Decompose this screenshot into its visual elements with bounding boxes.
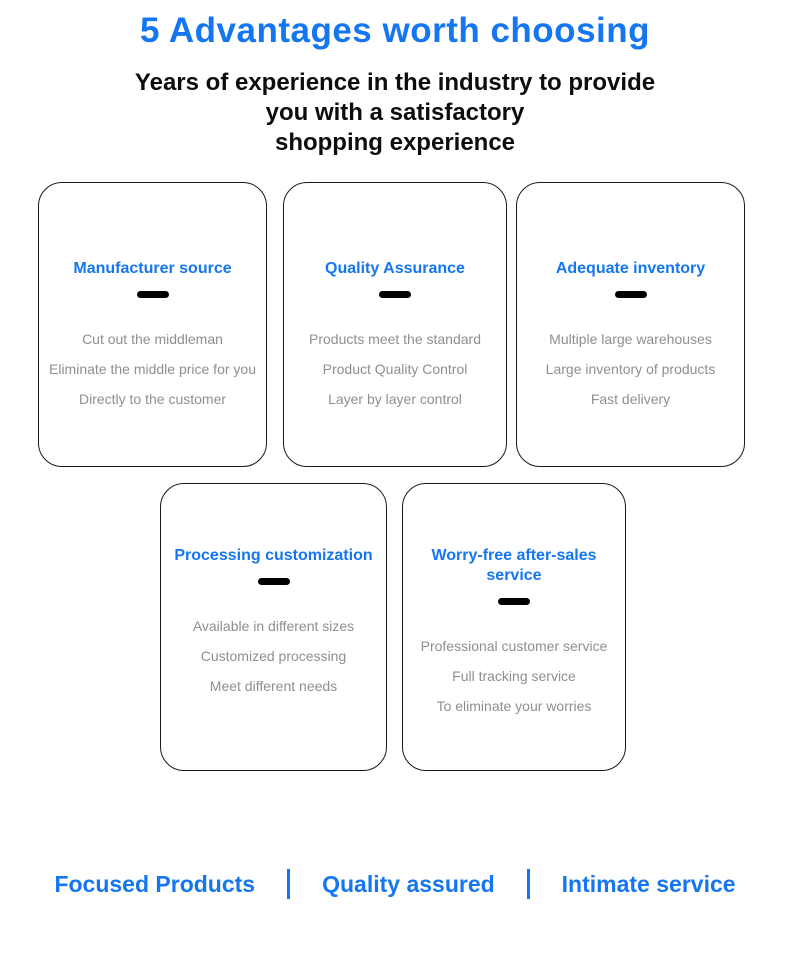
footer-divider: [527, 869, 530, 899]
card-feature-line: Multiple large warehouses: [549, 331, 712, 347]
subtitle-line: shopping experience: [274, 129, 516, 156]
advantage-card-processing-customization: [160, 483, 387, 771]
card-feature-line: Eliminate the middle price for you: [49, 361, 256, 377]
card-lines: [517, 324, 744, 414]
card-feature-line: Professional customer service: [420, 638, 608, 654]
card-feature-line: Product Quality Control: [322, 361, 468, 377]
card-feature-line: Cut out the middleman: [82, 331, 223, 347]
card-lines: [39, 324, 266, 414]
card-lines: [284, 324, 506, 414]
card-title: Manufacturer source: [73, 260, 232, 277]
divider-dash: [379, 291, 411, 298]
page-subtitle: [0, 68, 790, 158]
card-lines: [403, 631, 625, 721]
advantage-card-after-sales-service: [402, 483, 626, 771]
footer-item-focused-products: Focused Products: [54, 870, 256, 897]
card-feature-line: Directly to the customer: [78, 391, 227, 407]
card-feature-line: Available in different sizes: [192, 618, 355, 634]
divider-dash: [258, 578, 290, 585]
footer-tagline-bar: [0, 869, 790, 899]
subtitle-line: you with a satisfactory: [265, 99, 525, 126]
card-feature-line: Customized processing: [200, 648, 347, 664]
footer-item-intimate-service: Intimate service: [561, 870, 736, 897]
card-feature-line: Full tracking service: [452, 668, 576, 684]
footer-divider: [287, 869, 290, 899]
card-title: Quality Assurance: [325, 260, 465, 277]
footer-item-quality-assured: Quality assured: [322, 870, 495, 897]
card-lines: [161, 611, 386, 701]
card-feature-line: Fast delivery: [590, 391, 671, 407]
card-feature-line: Large inventory of products: [545, 361, 716, 377]
advantage-card-manufacturer-source: [38, 182, 267, 467]
card-feature-line: To eliminate your worries: [436, 698, 592, 714]
divider-dash: [137, 291, 169, 298]
card-feature-line: Layer by layer control: [328, 391, 462, 407]
card-title: Processing customization: [174, 547, 373, 564]
divider-dash: [498, 598, 530, 605]
subtitle-line: Years of experience in the industry to provide: [134, 69, 656, 96]
advantage-card-quality-assurance: [283, 182, 507, 467]
card-feature-line: Meet different needs: [209, 678, 338, 694]
page-title: 5 Advantages worth choosing: [139, 11, 651, 50]
advantage-card-adequate-inventory: [516, 182, 745, 467]
card-title: Worry-free after-sales service: [431, 547, 597, 584]
card-title: Adequate inventory: [555, 260, 706, 277]
divider-dash: [615, 291, 647, 298]
card-feature-line: Products meet the standard: [309, 331, 481, 347]
